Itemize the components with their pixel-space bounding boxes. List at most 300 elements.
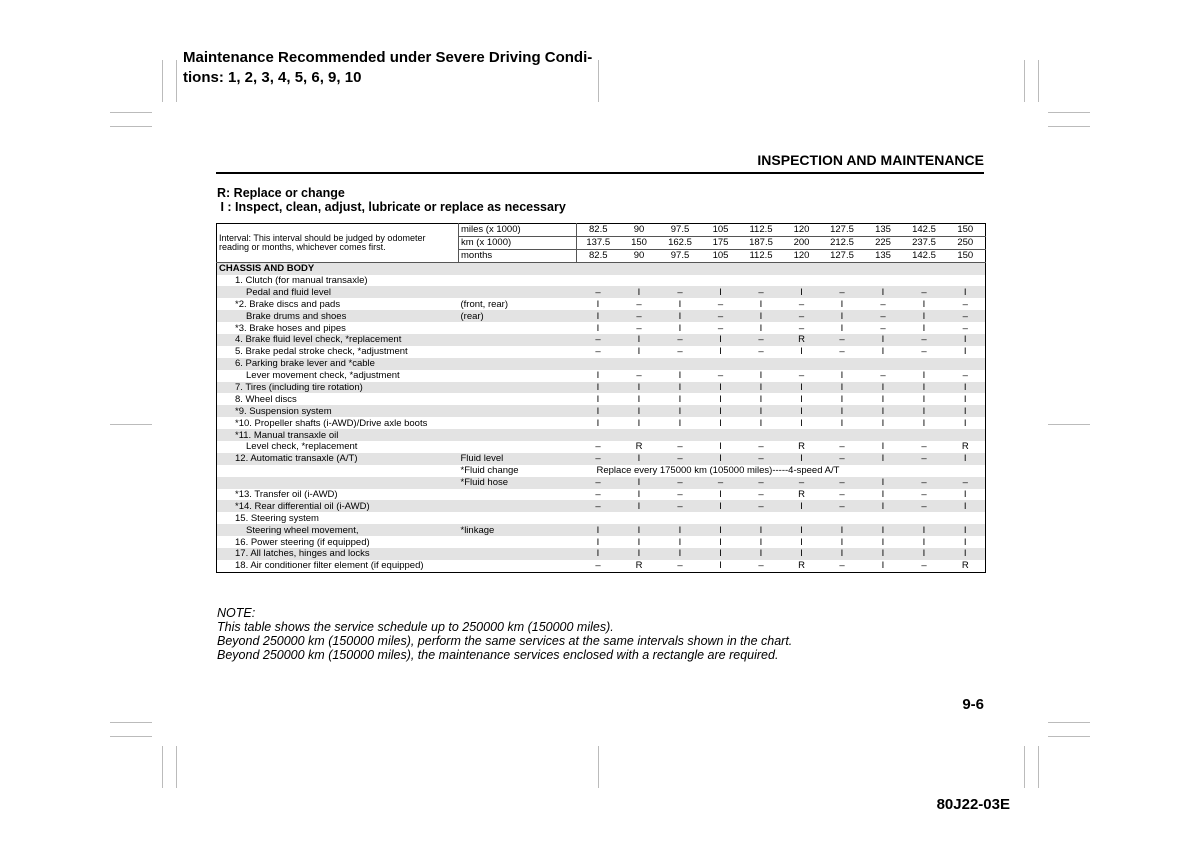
schedule-mark: I (963, 393, 967, 405)
schedule-mark (702, 429, 740, 441)
item-detail (459, 536, 577, 548)
schedule-mark: I (740, 548, 783, 560)
schedule-mark: I (637, 393, 641, 405)
schedule-mark: I (759, 322, 763, 334)
schedule-mark: I (783, 500, 821, 512)
interval-value: 135 (864, 249, 903, 262)
item-detail (459, 346, 577, 358)
item-detail: (front, rear) (460, 298, 509, 310)
schedule-mark: I (821, 310, 864, 322)
schedule-mark: I (821, 548, 864, 560)
item-detail (459, 500, 577, 512)
schedule-mark (659, 512, 702, 524)
item-name: *9. Suspension system (217, 405, 459, 417)
section-heading: INSPECTION AND MAINTENANCE (757, 152, 984, 168)
schedule-mark: – (839, 560, 845, 572)
interval-value: 187.5 (740, 236, 783, 249)
schedule-mark (864, 512, 903, 524)
schedule-mark: I (800, 536, 803, 548)
table-row (217, 286, 986, 298)
item-detail (459, 322, 577, 334)
schedule-mark: I (881, 489, 885, 501)
schedule-mark: I (596, 298, 600, 310)
schedule-mark: – (677, 346, 683, 358)
schedule-mark: – (962, 322, 968, 334)
schedule-mark: I (702, 524, 740, 536)
schedule-mark: – (702, 477, 740, 489)
schedule-mark (946, 358, 986, 370)
table-row (217, 512, 986, 524)
item-name: Lever movement check, *adjustment (246, 370, 400, 382)
schedule-mark: I (864, 477, 903, 489)
maintenance-schedule-table (216, 223, 986, 573)
category-label: CHASSIS AND BODY (217, 262, 986, 274)
schedule-mark (577, 358, 620, 370)
schedule-mark: I (963, 417, 967, 429)
interval-value: 150 (620, 236, 659, 249)
item-detail (459, 548, 577, 560)
schedule-mark: – (595, 489, 601, 501)
schedule-mark: I (637, 346, 641, 358)
schedule-mark: I (840, 370, 844, 382)
item-name: 18. Air conditioner filter element (if equipped) (235, 560, 424, 572)
schedule-mark: I (596, 370, 600, 382)
schedule-mark: I (864, 524, 903, 536)
schedule-mark: I (577, 405, 620, 417)
schedule-mark: – (595, 560, 601, 572)
schedule-mark: I (946, 334, 986, 346)
schedule-mark: – (903, 500, 946, 512)
schedule-mark: I (702, 405, 740, 417)
interval-unit-label: miles (x 1000) (459, 224, 577, 237)
schedule-mark (783, 512, 821, 524)
interval-value: 97.5 (659, 224, 702, 237)
schedule-mark: I (783, 453, 821, 465)
schedule-mark: I (719, 536, 722, 548)
item-name: 5. Brake pedal stroke check, *adjustment (235, 346, 408, 358)
schedule-mark: I (864, 453, 903, 465)
schedule-mark: – (839, 346, 845, 358)
schedule-mark: I (740, 405, 783, 417)
interval-value: 105 (702, 224, 740, 237)
interval-value: 142.5 (903, 249, 946, 262)
schedule-mark: – (962, 370, 968, 382)
schedule-mark: I (840, 393, 844, 405)
schedule-mark: I (963, 536, 967, 548)
schedule-mark: – (717, 298, 724, 310)
schedule-mark: – (946, 310, 986, 322)
item-name: Pedal and fluid level (217, 286, 459, 298)
table-row (217, 453, 986, 465)
schedule-mark (946, 275, 986, 287)
document-code: 80J22-03E (936, 796, 1010, 813)
schedule-mark: I (963, 489, 967, 501)
schedule-mark: I (903, 405, 946, 417)
interval-value: 237.5 (903, 236, 946, 249)
schedule-mark: – (620, 310, 659, 322)
schedule-mark: – (921, 489, 927, 501)
item-detail (459, 560, 577, 572)
schedule-mark: I (922, 298, 926, 310)
schedule-mark: I (620, 453, 659, 465)
schedule-mark: R (798, 489, 805, 501)
table-row (217, 441, 986, 453)
schedule-mark: – (880, 322, 886, 334)
item-name: *3. Brake hoses and pipes (235, 322, 346, 334)
schedule-mark: I (596, 536, 600, 548)
schedule-mark: I (783, 286, 821, 298)
table-row (217, 334, 986, 346)
schedule-mark: I (840, 298, 844, 310)
legend-replace: R: Replace or change (217, 186, 345, 200)
schedule-mark (903, 512, 946, 524)
schedule-mark: I (740, 310, 783, 322)
schedule-mark: – (659, 334, 702, 346)
schedule-mark: I (702, 286, 740, 298)
schedule-mark: I (821, 382, 864, 394)
schedule-mark: I (659, 310, 702, 322)
schedule-mark: – (659, 453, 702, 465)
running-title-line-1: Maintenance Recommended under Severe Driving Condi- (183, 49, 593, 66)
interval-header-row (217, 224, 986, 237)
schedule-mark: I (620, 382, 659, 394)
schedule-mark (659, 275, 702, 287)
schedule-mark: I (740, 382, 783, 394)
schedule-mark: I (577, 310, 620, 322)
schedule-mark: I (946, 453, 986, 465)
item-name: 12. Automatic transaxle (A/T) (217, 453, 459, 465)
schedule-mark: I (620, 548, 659, 560)
schedule-mark: I (702, 548, 740, 560)
schedule-mark: I (946, 382, 986, 394)
schedule-mark: I (620, 334, 659, 346)
interval-value: 112.5 (740, 249, 783, 262)
schedule-mark: I (719, 417, 722, 429)
schedule-mark: – (577, 477, 620, 489)
schedule-mark: – (962, 298, 968, 310)
schedule-mark: I (620, 405, 659, 417)
interval-value: 90 (620, 249, 659, 262)
item-detail (459, 382, 577, 394)
schedule-mark: I (840, 417, 844, 429)
schedule-mark: I (800, 417, 803, 429)
schedule-mark: – (821, 500, 864, 512)
schedule-mark: I (946, 405, 986, 417)
table-row (217, 310, 986, 322)
table-row (217, 477, 986, 489)
item-detail: Fluid level (459, 453, 577, 465)
schedule-mark (620, 512, 659, 524)
schedule-mark: I (864, 286, 903, 298)
note-line: Beyond 250000 km (150000 miles), perform the same services at the same intervals shown in the chart. (217, 634, 793, 648)
table-row (217, 358, 986, 370)
schedule-mark: I (903, 524, 946, 536)
interval-value: 250 (946, 236, 986, 249)
schedule-mark (740, 358, 783, 370)
schedule-mark (903, 358, 946, 370)
item-name: Steering wheel movement, (217, 524, 459, 536)
schedule-mark (864, 429, 903, 441)
schedule-mark: I (637, 417, 641, 429)
table-row (217, 298, 986, 310)
schedule-mark (783, 429, 821, 441)
schedule-mark: – (595, 441, 601, 453)
schedule-mark: – (821, 453, 864, 465)
item-name: 6. Parking brake lever and *cable (217, 358, 459, 370)
schedule-mark: I (577, 524, 620, 536)
item-name: *13. Transfer oil (i-AWD) (235, 489, 338, 501)
schedule-mark: – (864, 310, 903, 322)
item-detail (459, 405, 577, 417)
schedule-mark (903, 275, 946, 287)
schedule-mark: I (783, 405, 821, 417)
schedule-mark: – (758, 346, 764, 358)
schedule-mark: I (678, 417, 682, 429)
item-detail (459, 275, 577, 287)
schedule-mark: I (659, 382, 702, 394)
schedule-mark: – (740, 453, 783, 465)
item-name: 16. Power steering (if equipped) (235, 536, 370, 548)
schedule-mark: I (821, 405, 864, 417)
schedule-mark: I (620, 500, 659, 512)
item-name: 8. Wheel discs (235, 393, 297, 405)
schedule-mark: – (821, 477, 864, 489)
schedule-mark: I (922, 536, 926, 548)
item-name (217, 477, 459, 489)
schedule-mark: – (946, 477, 986, 489)
schedule-mark (821, 429, 864, 441)
schedule-mark: I (637, 489, 641, 501)
item-name: *11. Manual transaxle oil (217, 429, 459, 441)
schedule-mark: I (946, 286, 986, 298)
schedule-mark: I (702, 382, 740, 394)
schedule-mark: – (577, 453, 620, 465)
interval-value: 120 (783, 224, 821, 237)
schedule-mark: – (798, 298, 805, 310)
schedule-mark: I (881, 560, 885, 572)
schedule-mark: – (921, 346, 927, 358)
interval-value: 90 (620, 224, 659, 237)
schedule-mark: R (635, 441, 643, 453)
schedule-mark: – (659, 500, 702, 512)
interval-value: 225 (864, 236, 903, 249)
schedule-mark: I (596, 393, 600, 405)
schedule-mark: I (620, 524, 659, 536)
item-detail (459, 286, 577, 298)
schedule-mark: I (678, 322, 682, 334)
note (217, 606, 792, 662)
schedule-mark: I (678, 370, 682, 382)
schedule-mark: – (659, 477, 702, 489)
schedule-mark (783, 358, 821, 370)
schedule-mark: – (880, 298, 886, 310)
schedule-mark: I (678, 536, 682, 548)
schedule-mark: – (659, 286, 702, 298)
heading-rule (216, 172, 984, 174)
schedule-mark: I (800, 346, 803, 358)
schedule-mark: I (821, 524, 864, 536)
item-detail (459, 393, 577, 405)
table-row (217, 393, 986, 405)
schedule-mark: I (659, 524, 702, 536)
schedule-mark: I (678, 298, 682, 310)
schedule-mark: I (719, 560, 722, 572)
schedule-mark: I (759, 298, 763, 310)
schedule-mark: I (659, 405, 702, 417)
item-detail (459, 370, 577, 382)
schedule-mark: – (595, 346, 601, 358)
schedule-mark: – (577, 500, 620, 512)
schedule-mark: I (783, 524, 821, 536)
schedule-mark: – (758, 560, 764, 572)
schedule-mark: – (821, 286, 864, 298)
interval-value: 112.5 (740, 224, 783, 237)
schedule-mark: – (821, 334, 864, 346)
schedule-mark: I (659, 548, 702, 560)
schedule-mark (577, 512, 620, 524)
table-row (217, 465, 986, 477)
schedule-mark (702, 358, 740, 370)
item-name: *10. Propeller shafts (i-AWD)/Drive axle boots (235, 417, 428, 429)
schedule-mark: I (783, 382, 821, 394)
schedule-mark: I (864, 548, 903, 560)
schedule-mark: R (783, 334, 821, 346)
schedule-mark: – (636, 322, 642, 334)
schedule-mark: I (678, 393, 682, 405)
interval-value: 105 (702, 249, 740, 262)
schedule-mark: I (759, 417, 763, 429)
schedule-mark: I (783, 548, 821, 560)
schedule-mark: – (921, 560, 927, 572)
item-detail (459, 489, 577, 501)
schedule-mark: I (596, 417, 600, 429)
schedule-mark (864, 358, 903, 370)
table-row (217, 417, 986, 429)
schedule-mark: I (881, 441, 885, 453)
schedule-mark: I (759, 393, 763, 405)
schedule-mark: I (620, 286, 659, 298)
schedule-mark: – (903, 286, 946, 298)
item-detail (459, 358, 577, 370)
schedule-mark: – (839, 441, 845, 453)
schedule-mark (620, 275, 659, 287)
schedule-mark: I (903, 548, 946, 560)
schedule-mark: I (864, 382, 903, 394)
interval-note: Interval: This interval should be judged by odometer reading or months, whichever comes first. (217, 224, 459, 263)
table-row (217, 346, 986, 358)
schedule-mark: I (864, 334, 903, 346)
interval-value: 175 (702, 236, 740, 249)
schedule-mark: I (719, 489, 722, 501)
schedule-mark (864, 275, 903, 287)
interval-value: 150 (946, 224, 986, 237)
interval-unit-label: km (x 1000) (459, 236, 577, 249)
table-row (217, 405, 986, 417)
schedule-mark: I (864, 500, 903, 512)
schedule-mark: I (864, 405, 903, 417)
schedule-mark (620, 358, 659, 370)
schedule-mark: I (719, 441, 722, 453)
item-detail: (rear) (459, 310, 577, 322)
running-title (183, 48, 592, 88)
schedule-mark: – (702, 310, 740, 322)
item-detail (459, 429, 577, 441)
item-name: 17. All latches, hinges and locks (217, 548, 459, 560)
interval-value: 120 (783, 249, 821, 262)
schedule-mark: – (880, 370, 886, 382)
page-number: 9-6 (962, 696, 984, 713)
schedule-mark: – (677, 441, 683, 453)
schedule-mark (946, 429, 986, 441)
schedule-mark: – (783, 310, 821, 322)
schedule-mark: – (758, 489, 764, 501)
item-name: 7. Tires (including tire rotation) (217, 382, 459, 394)
schedule-mark: R (961, 560, 969, 572)
schedule-mark: I (881, 393, 885, 405)
schedule-mark (821, 275, 864, 287)
schedule-mark: I (596, 322, 600, 334)
schedule-mark: I (881, 417, 885, 429)
schedule-mark: – (740, 477, 783, 489)
table-row (217, 489, 986, 501)
item-name (217, 465, 459, 477)
schedule-mark: I (963, 346, 967, 358)
schedule-mark: – (740, 286, 783, 298)
item-name: Brake drums and shoes (217, 310, 459, 322)
schedule-mark: – (921, 441, 927, 453)
schedule-mark: I (702, 453, 740, 465)
interval-value: 127.5 (821, 224, 864, 237)
schedule-mark: – (783, 477, 821, 489)
schedule-mark: I (840, 322, 844, 334)
schedule-mark: I (719, 393, 722, 405)
schedule-mark: – (677, 489, 683, 501)
schedule-mark: I (800, 393, 803, 405)
item-name: *2. Brake discs and pads (235, 298, 341, 310)
schedule-mark: – (903, 334, 946, 346)
interval-value: 150 (946, 249, 986, 262)
schedule-mark: – (577, 286, 620, 298)
item-name: 1. Clutch (for manual transaxle) (235, 275, 368, 286)
schedule-mark: – (577, 334, 620, 346)
table-row (217, 500, 986, 512)
schedule-mark: – (740, 500, 783, 512)
interval-value: 127.5 (821, 249, 864, 262)
schedule-mark: I (922, 393, 926, 405)
schedule-mark (577, 275, 620, 287)
schedule-mark: I (759, 370, 763, 382)
interval-unit-label: months (459, 249, 577, 262)
schedule-mark: I (922, 322, 926, 334)
schedule-mark: I (922, 417, 926, 429)
table-row (217, 524, 986, 536)
schedule-mark: R (798, 441, 805, 453)
item-detail: *Fluid change (460, 465, 519, 477)
table-row (217, 548, 986, 560)
schedule-mark: – (758, 441, 764, 453)
schedule-mark: – (717, 370, 724, 382)
schedule-mark: I (740, 524, 783, 536)
item-detail (459, 512, 577, 524)
schedule-mark: I (903, 382, 946, 394)
item-detail: *Fluid hose (459, 477, 577, 489)
table-row (217, 370, 986, 382)
schedule-mark (620, 429, 659, 441)
table-row (217, 382, 986, 394)
schedule-mark: I (903, 310, 946, 322)
schedule-mark: – (636, 298, 642, 310)
schedule-mark: – (798, 370, 805, 382)
